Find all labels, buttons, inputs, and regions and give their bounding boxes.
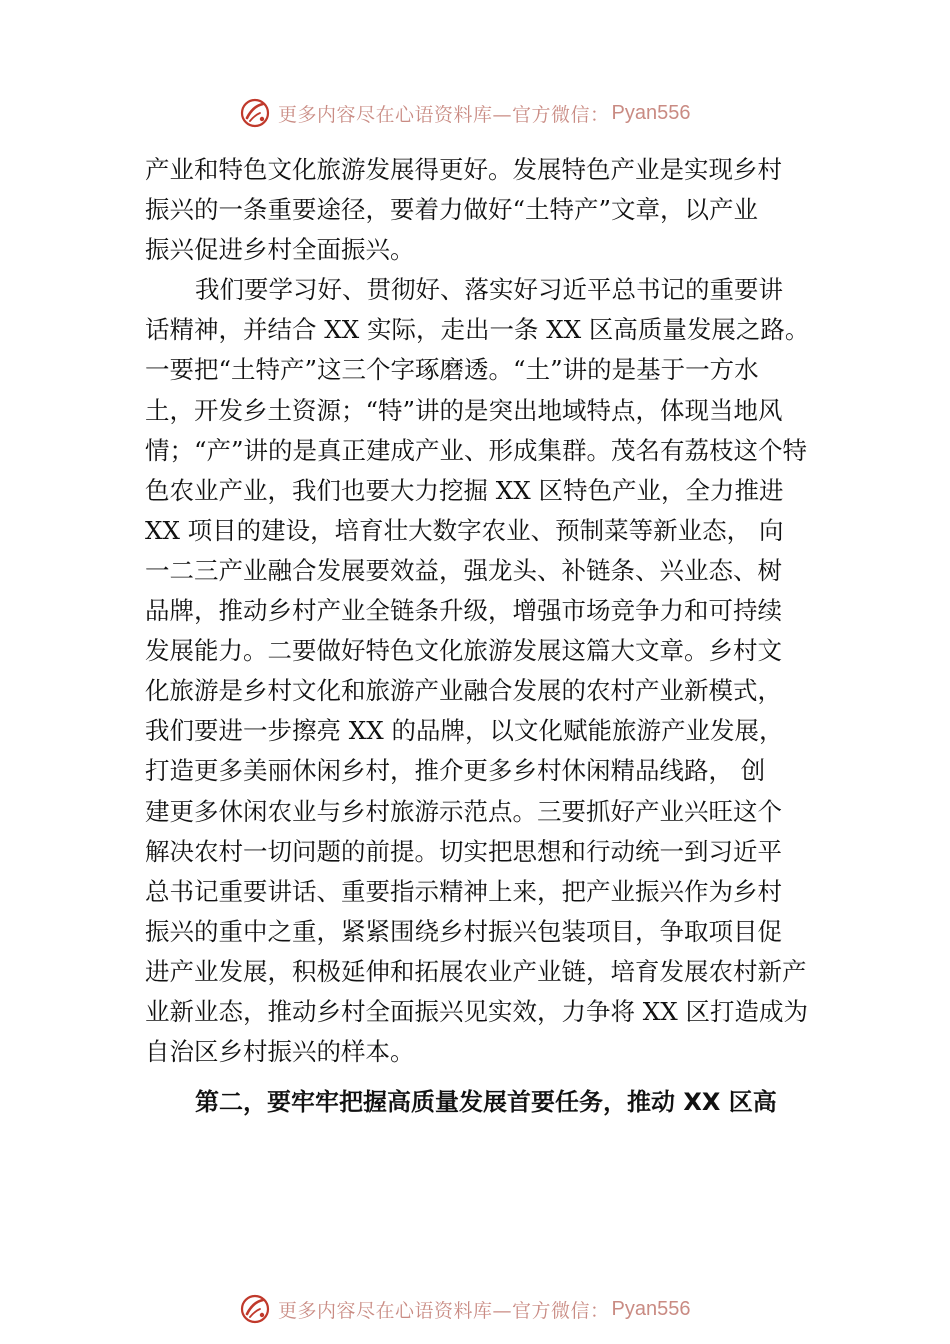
text-line: 化旅游是乡村文化和旅游产业融合发展的农村产业新模式， xyxy=(145,676,782,706)
text-line: 建更多休闲农业与乡村旅游示范点。三要抓好产业兴旺这个 xyxy=(145,796,782,826)
text-line: 产业和特色文化旅游发展得更好。发展特色产业是实现乡村 xyxy=(145,155,782,184)
text-line: 话精神，并结合 XX 实际，走出一条 XX 区高质量发展之路。 xyxy=(145,315,810,345)
text-line: 打造更多美丽休闲乡村，推介更多乡村休闲精品线路， 创 xyxy=(145,756,766,786)
text-line: 业新业态，推动乡村全面振兴见实效，力争将 XX 区打造成为 xyxy=(145,996,808,1026)
text-line: XX 项目的建设，培育壮大数字农业、预制菜等新业态， 向 xyxy=(145,515,784,545)
text-line: 进产业发展，积极延伸和拓展农业产业链，培育发展农村新产 xyxy=(145,956,807,986)
header-watermark xyxy=(238,93,758,133)
text-line: 土，开发乡土资源；“特”讲的是突出地域特点，体现当地风 xyxy=(145,395,783,425)
text-line: 我们要进一步擦亮 XX 的品牌，以文化赋能旅游产业发展， xyxy=(145,716,784,746)
section-heading: 第二，要牢牢把握高质量发展首要任务，推动 XX 区高 xyxy=(195,1088,777,1117)
watermark-wechat-id: Pyan556 xyxy=(611,101,691,124)
text-line: 振兴的重中之重，紧紧围绕乡村振兴包装项目，争取项目促 xyxy=(145,916,782,946)
footer-watermark xyxy=(238,1289,758,1329)
text-line: 自治区乡村振兴的样本。 xyxy=(145,1037,415,1067)
text-line: 振兴促进乡村全面振兴。 xyxy=(145,235,415,265)
brush-logo-icon xyxy=(238,1292,272,1326)
text-line: 我们要学习好、贯彻好、落实好习近平总书记的重要讲 xyxy=(195,275,783,305)
watermark-wechat-id: Pyan556 xyxy=(611,1297,691,1320)
body-paragraph xyxy=(145,270,825,1072)
text-line: 色农业产业，我们也要大力挖掘 XX 区特色产业，全力推进 xyxy=(145,475,784,505)
brush-logo-icon xyxy=(238,96,272,130)
text-line: 品牌，推动乡村产业全链条升级，增强市场竞争力和可持续 xyxy=(145,596,782,626)
body-paragraph xyxy=(145,150,825,270)
watermark-text: 更多内容尽在心语资料库—官方微信： xyxy=(278,1299,610,1322)
text-line: 情；“产”讲的是真正建成产业、形成集群。茂名有荔枝这个特 xyxy=(145,435,808,465)
text-line: 振兴的一条重要途径，要着力做好“土特产”文章，以产业 xyxy=(145,195,759,225)
watermark-text: 更多内容尽在心语资料库—官方微信： xyxy=(278,103,610,126)
document-body xyxy=(145,150,825,1122)
paragraph-container xyxy=(145,150,825,1072)
text-line: 解决农村一切问题的前提。切实把思想和行动统一到习近平 xyxy=(145,836,782,866)
text-line: 一要把“土特产”这三个字琢磨透。“土”讲的是基于一方水 xyxy=(145,355,759,385)
text-line: 发展能力。二要做好特色文化旅游发展这篇大文章。乡村文 xyxy=(145,636,782,666)
text-line: 一二三产业融合发展要效益，强龙头、补链条、兴业态、树 xyxy=(145,555,782,585)
text-line: 总书记重要讲话、重要指示精神上来，把产业振兴作为乡村 xyxy=(145,876,782,906)
